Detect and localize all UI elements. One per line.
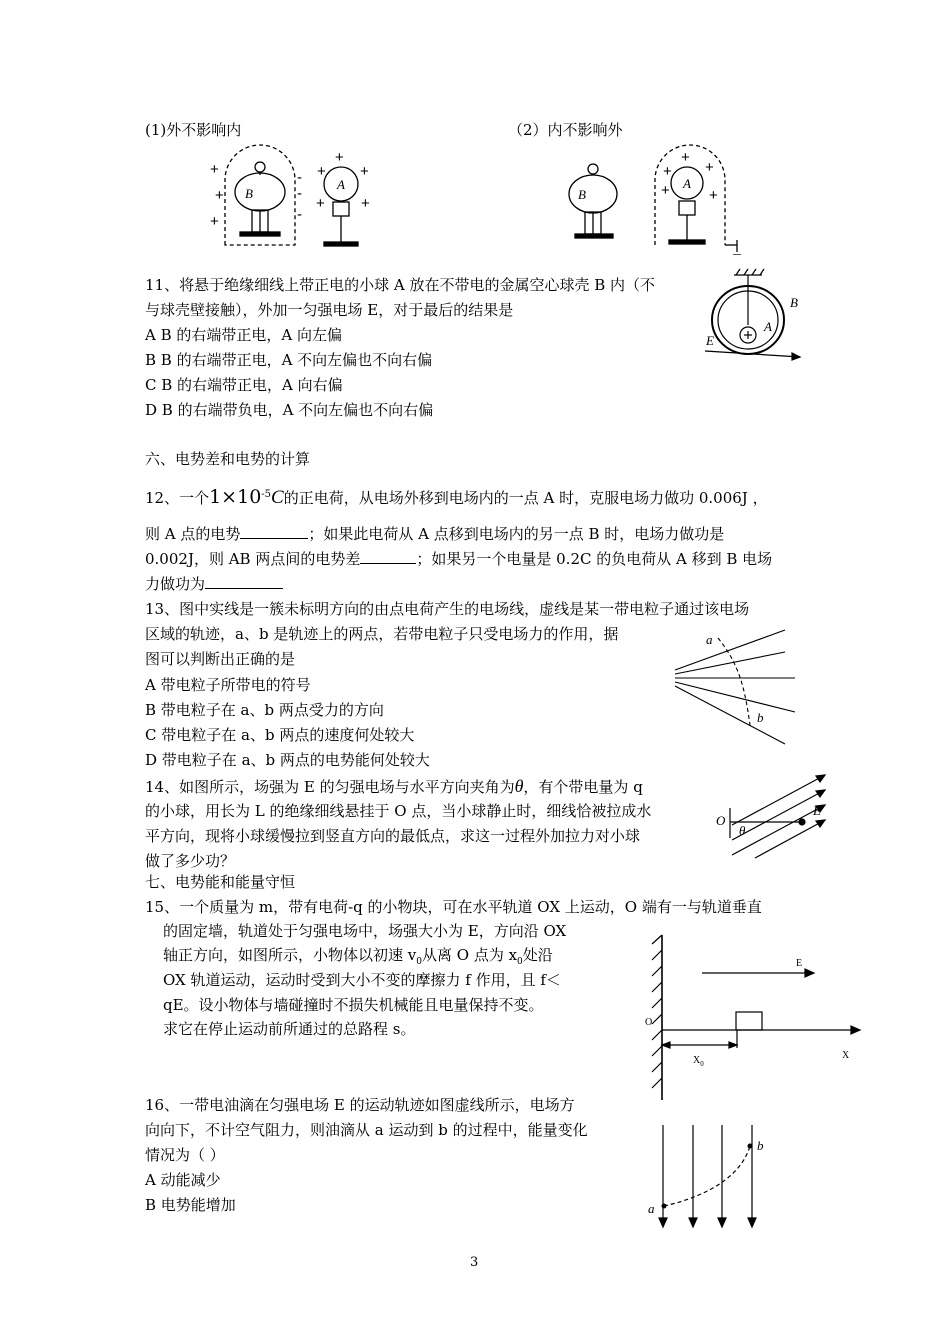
- q14-line-3: 平方向，现将小球缓慢拉到竖直方向的最低点，求这一过程外加拉力对小球: [145, 827, 641, 845]
- svg-text:+: +: [663, 163, 672, 180]
- blank-potential-a: [240, 524, 308, 539]
- q11-option-a: A B 的右端带正电，A 向左偏: [145, 326, 342, 344]
- svg-text:-: -: [297, 185, 302, 202]
- figure-caption-2: （2）内不影响外: [508, 121, 623, 139]
- svg-text:X: X: [842, 1050, 850, 1061]
- q16-line-3: 情况为（ ）: [145, 1146, 225, 1164]
- q16-option-b: B 电势能增加: [145, 1196, 236, 1214]
- q14-figure: [705, 770, 835, 865]
- q13-line-1: 13、图中实线是一簇未标明方向的由点电荷产生的电场线，虚线是某一带电粒子通过该电场: [145, 600, 750, 618]
- shielding-figure-1: [200, 140, 390, 255]
- svg-text:B: B: [578, 187, 586, 202]
- svg-text:+: +: [661, 182, 670, 199]
- q16-figure: [640, 1120, 770, 1230]
- svg-text:+: +: [681, 149, 690, 166]
- q13-option-c: C 带电粒子在 a、b 两点的速度何处较大: [145, 726, 415, 744]
- q16-option-a: A 动能减少: [145, 1171, 221, 1189]
- q12-line-1: 12、一个$1\times 10^{-5}C$的正电荷，从电场外移到电场内的一点 A 时，克服电场力做功 0.006J ，: [145, 486, 768, 508]
- svg-text:b: b: [757, 1138, 764, 1153]
- q12-line-4: 力做功为: [145, 574, 283, 593]
- svg-text:+: +: [317, 163, 326, 180]
- page-number: 3: [470, 1255, 479, 1270]
- svg-text:-: -: [297, 169, 302, 186]
- q11-stem-line-2: 与球壳壁接触），外加一匀强电场 E，对于最后的结果是: [145, 301, 514, 319]
- svg-text:A: A: [764, 319, 772, 334]
- q14-line-1: 14、如图所示，场强为 E 的匀强电场与水平方向夹角为θ，有个带电量为 q: [145, 776, 643, 796]
- q15-line-4: OX 轨道运动，运动时受到大小不变的摩擦力 f 作用，且 f＜: [163, 971, 561, 989]
- q13-option-a: A 带电粒子所带电的符号: [145, 676, 311, 694]
- svg-text:+: +: [210, 213, 219, 230]
- q15-line-3: 轴正方向，如图所示，小物体以初速 $v_0$从离 O 点为 $x_0$处沿: [163, 946, 553, 967]
- svg-text:+: +: [360, 163, 369, 180]
- blank-work: [205, 574, 283, 589]
- q13-option-d: D 带电粒子在 a、b 两点的电势能何处较大: [145, 751, 430, 769]
- q15-line-5: qE。设小物体与墙碰撞时不损失机械能且电量保持不变。: [163, 996, 544, 1014]
- q14-line-4: 做了多少功？: [145, 852, 236, 870]
- q13-line-2: 区域的轨迹，a、b 是轨迹上的两点，若带电粒子只受电场力的作用，据: [145, 625, 619, 643]
- svg-text:+: +: [709, 187, 718, 204]
- q13-option-b: B 带电粒子在 a、b 两点受力的方向: [145, 701, 384, 719]
- sphere-b: [235, 173, 285, 211]
- sphere-b: [569, 175, 617, 213]
- svg-text:B: B: [245, 186, 253, 201]
- svg-text:b: b: [757, 710, 764, 725]
- q12-line-3: 0.002J，则 AB 两点间的电势差 ；如果另一个电量是 0.2C 的负电荷从 A 移到 B 电场: [145, 550, 773, 568]
- section-6-title: 六、电势差和电势的计算: [145, 450, 311, 468]
- svg-text:B: B: [790, 295, 798, 310]
- q15-line-6: 求它在停止运动前所通过的总路程 s。: [163, 1020, 416, 1038]
- q16-line-1: 16、一带电油滴在匀强电场 E 的运动轨迹如图虚线所示，电场方: [145, 1096, 575, 1114]
- q15-line-1: 15、一个质量为 m，带有电荷-q 的小物块，可在水平轨道 OX 上运动，O 端有一与轨道垂直: [145, 898, 762, 916]
- svg-text:O: O: [716, 813, 726, 828]
- q11-option-c: C B 的右端带正电，A 向右偏: [145, 376, 343, 394]
- svg-text:θ: θ: [739, 823, 746, 838]
- svg-text:+: +: [705, 159, 714, 176]
- svg-text:O: O: [645, 1017, 653, 1028]
- q14-line-2: 的小球，用长为 L 的绝缘细线悬挂于 O 点，当小球静止时，细线恰被拉成水: [145, 802, 652, 820]
- svg-text:A: A: [683, 176, 691, 191]
- q11-stem-line-1: 11、将悬于绝缘细线上带正电的小球 A 放在不带电的金属空心球壳 B 内（不: [145, 276, 656, 294]
- section-7-title: 七、电势能和能量守恒: [145, 873, 296, 891]
- svg-text:+: +: [215, 187, 224, 204]
- svg-text:X0: $X_0$: [693, 1055, 704, 1068]
- svg-text:+: +: [316, 195, 325, 212]
- q13-figure: [670, 620, 800, 750]
- q15-line-2: 的固定墙，轨道处于匀强电场中，场强大小为 E，方向沿 OX: [163, 922, 567, 940]
- svg-text:+: +: [210, 161, 219, 178]
- svg-text:E: E: [813, 803, 821, 818]
- q16-line-2: 向向下，不计空气阻力，则油滴从 a 运动到 b 的过程中，能量变化: [145, 1121, 588, 1139]
- shielding-figure-2: [565, 140, 745, 255]
- svg-text:a: a: [706, 632, 713, 647]
- q15-figure: [640, 930, 865, 1105]
- svg-text:a: a: [648, 1201, 655, 1216]
- q11-option-b: B B 的右端带正电，A 不向左偏也不向右偏: [145, 351, 433, 369]
- svg-text:E: E: [706, 333, 714, 348]
- svg-text:+: +: [335, 149, 344, 166]
- q11-figure: [700, 265, 810, 365]
- blank-potential-difference: [360, 549, 416, 564]
- svg-text:A: A: [337, 177, 345, 192]
- q12-line-2: 则 A 点的电势 ；如果此电荷从 A 点移到电场内的另一点 B 时，电场力做功是: [145, 525, 725, 543]
- trajectory-dashed: [664, 1146, 750, 1206]
- svg-text:-: -: [297, 206, 302, 223]
- q13-line-3: 图可以判断出正确的是: [145, 650, 296, 668]
- trajectory-dashed: [718, 638, 750, 725]
- svg-text:+: +: [361, 195, 370, 212]
- svg-text:E: E: [796, 958, 803, 969]
- q11-option-d: D B 的右端带负电，A 不向左偏也不向右偏: [145, 401, 434, 419]
- figure-caption-1: (1)外不影响内: [145, 121, 242, 139]
